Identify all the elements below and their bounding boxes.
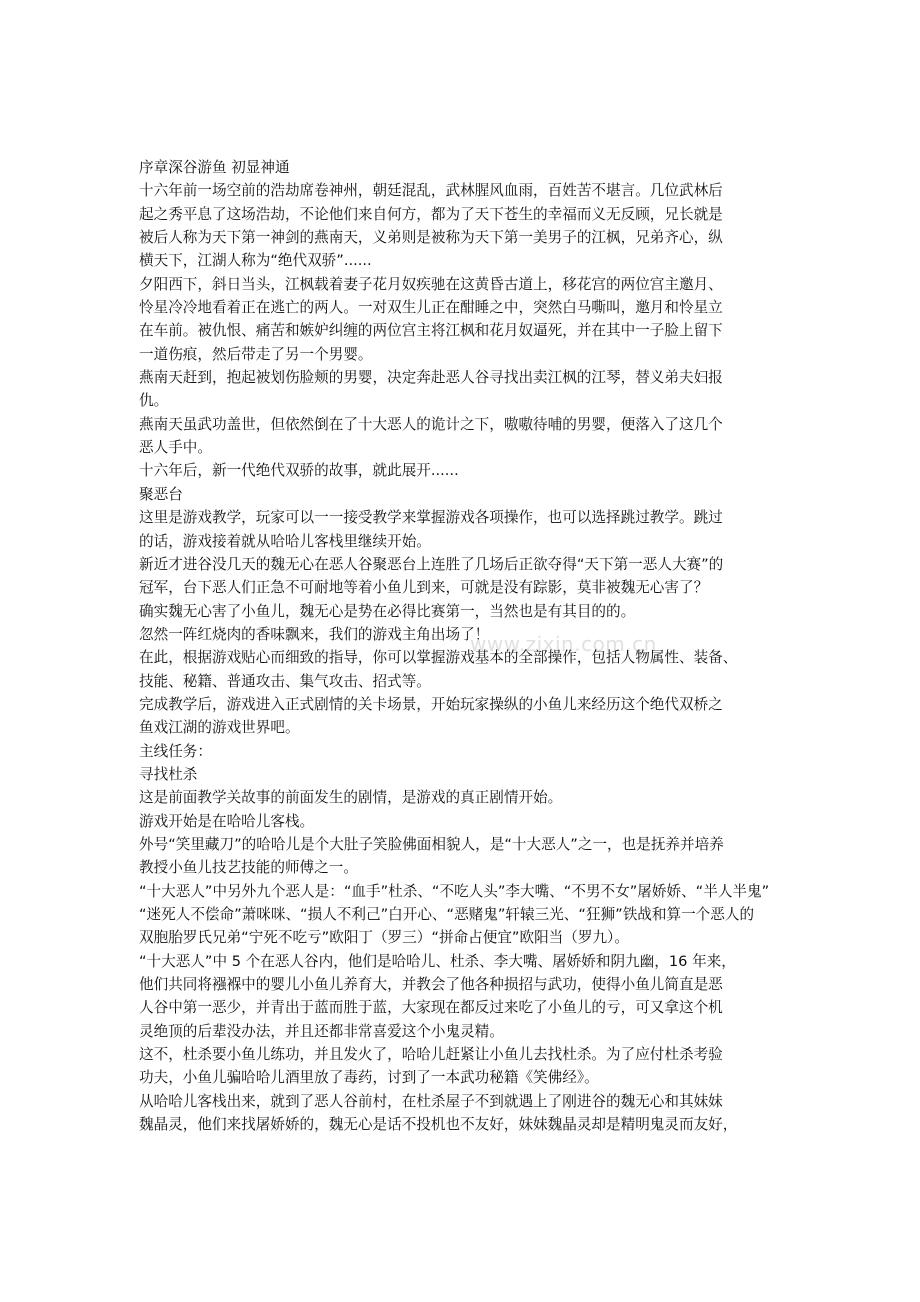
- text-line: 灵绝顶的后辈没办法，并且还都非常喜爱这个小鬼灵精。: [139, 1022, 504, 1040]
- text-line: 游戏开始是在哈哈儿客栈。: [139, 812, 315, 830]
- text-line: 燕南天虽武功盖世，但依然倒在了十大恶人的诡计之下，嗷嗷待哺的男婴，便落入了这几个: [139, 415, 723, 433]
- text-line: 功夫，小鱼儿骗哈哈儿酒里放了毒药，讨到了一本武功秘籍《笑佛经》。: [139, 1069, 599, 1087]
- text-line: 起之秀平息了这场浩劫，不论他们来自何方，都为了天下苍生的幸福而义无反顾，兄长就是: [139, 205, 723, 223]
- text-line: “迷死人不偿命”萧咪咪、“损人不利己”白开心、“恶赌鬼”轩辕三光、“狂狮”铁战和算一个恶人的: [139, 906, 755, 923]
- text-line: 冠军，台下恶人们正急不可耐地等着小鱼儿到来，可就是没有踪影，莫非被魏无心害了？: [139, 579, 709, 597]
- text-line: “十大恶人”中另外九个恶人是：“血手”杜杀、“不吃人头”李大嘴、“不男不女”屠娇娇、“半人半鬼”: [139, 882, 770, 900]
- text-line: 确实魏无心害了小鱼儿，魏无心是势在必得比赛第一，当然也是有其目的的。: [139, 602, 636, 620]
- text-line: 怜星冷冷地看着正在逃亡的两人。一对双生儿正在酣睡之中，突然白马嘶叫，邀月和怜星立: [139, 299, 723, 317]
- text-line: 这里是游戏教学，玩家可以一一接受教学来掌握游戏各项操作，也可以选择跳过教学。跳过: [139, 509, 723, 527]
- text-line: 外号“笑里藏刀”的哈哈儿是个大肚子笑脸佛面相貌人，是“十大恶人”之一，也是抚养并培养: [139, 835, 724, 853]
- text-line: 这不，杜杀要小鱼儿练功，并且发火了，哈哈儿赶紧让小鱼儿去找杜杀。为了应付杜杀考验: [139, 1046, 723, 1064]
- text-line: 在车前。被仇恨、痛苦和嫉妒纠缠的两位宫主将江枫和花月奴逼死，并在其中一子脸上留下: [139, 322, 723, 340]
- chapter-title: 序章深谷游鱼 初显神通: [139, 159, 290, 176]
- text-line: 寻找杜杀: [139, 765, 198, 783]
- text-line: 主线任务：: [139, 742, 212, 760]
- text-line: 新近才进谷没几天的魏无心在恶人谷聚恶台上连胜了几场后正欲夺得“天下第一恶人大赛”的: [139, 555, 724, 573]
- text-line: 被后人称为天下第一神剑的燕南天，义弟则是被称为天下第一美男子的江枫，兄弟齐心，纵: [139, 229, 723, 247]
- text-line: 十六年后，新一代绝代双骄的故事，就此展开......: [139, 462, 459, 480]
- text-line: 他们共同将襁褓中的婴儿小鱼儿养育大，并教会了他各种损招与武功，使得小鱼儿简直是恶: [139, 976, 723, 994]
- text-line: “十大恶人”中 5 个在恶人谷内，他们是哈哈儿、杜杀、李大嘴、屠娇娇和阴九幽，16 年来，: [139, 952, 736, 970]
- text-line: 教授小鱼儿技艺技能的师傅之一。: [139, 859, 358, 877]
- text-line: 聚恶台: [139, 485, 183, 503]
- text-line: 在此，根据游戏贴心而细致的指导，你可以掌握游戏基本的全部操作，包括人物属性、装备、: [139, 649, 738, 667]
- text-line: 一道伤痕，然后带走了另一个男婴。: [139, 345, 373, 363]
- text-line: 这是前面教学关故事的前面发生的剧情，是游戏的真正剧情开始。: [139, 789, 563, 807]
- text-line: 的话，游戏接着就从哈哈儿客栈里继续开始。: [139, 532, 431, 550]
- text-line: 双胞胎罗氏兄弟“宁死不吃亏”欧阳丁（罗三）“拼命占便宜”欧阳当（罗九）。: [139, 929, 629, 947]
- watermark: www.zixin.com.cn: [470, 632, 657, 656]
- text-line: 人谷中第一恶少，并青出于蓝而胜于蓝，大家现在都反过来吃了小鱼儿的亏，可又拿这个机: [139, 999, 723, 1017]
- text-line: 横天下，江湖人称为“绝代双骄”......: [139, 252, 372, 270]
- document-body: [139, 156, 794, 1136]
- text-line: 恶人手中。: [139, 439, 212, 457]
- text-line: 完成教学后，游戏进入正式剧情的关卡场景，开始玩家操纵的小鱼儿来经历这个绝代双桥之: [139, 695, 723, 713]
- text-line: 忽然一阵红烧肉的香味飘来，我们的游戏主角出场了！: [139, 625, 490, 643]
- text-line: 仇。: [139, 392, 169, 410]
- text-line: 魏晶灵，他们来找屠娇娇的，魏无心是话不投机也不友好，妹妹魏晶灵却是精明鬼灵而友好，: [139, 1116, 738, 1134]
- text-line: 夕阳西下，斜日当头，江枫载着妻子花月奴疾驰在这黄昏古道上，移花宫的两位宫主邀月、: [139, 275, 723, 293]
- text-line: 燕南天赶到，抱起被划伤脸颊的男婴，决定奔赴恶人谷寻找出卖江枫的江琴，替义弟夫妇报: [139, 369, 723, 387]
- text-line: 从哈哈儿客栈出来，就到了恶人谷前村，在杜杀屋子不到就遇上了刚进谷的魏无心和其妹妹: [139, 1092, 723, 1110]
- text-line: 十六年前一场空前的浩劫席卷神州，朝廷混乱，武林腥风血雨，百姓苦不堪言。几位武林后: [139, 182, 723, 200]
- text-line: 技能、秘籍、普通攻击、集气攻击、招式等。: [139, 672, 431, 690]
- text-line: 鱼戏江湖的游戏世界吧。: [139, 719, 300, 737]
